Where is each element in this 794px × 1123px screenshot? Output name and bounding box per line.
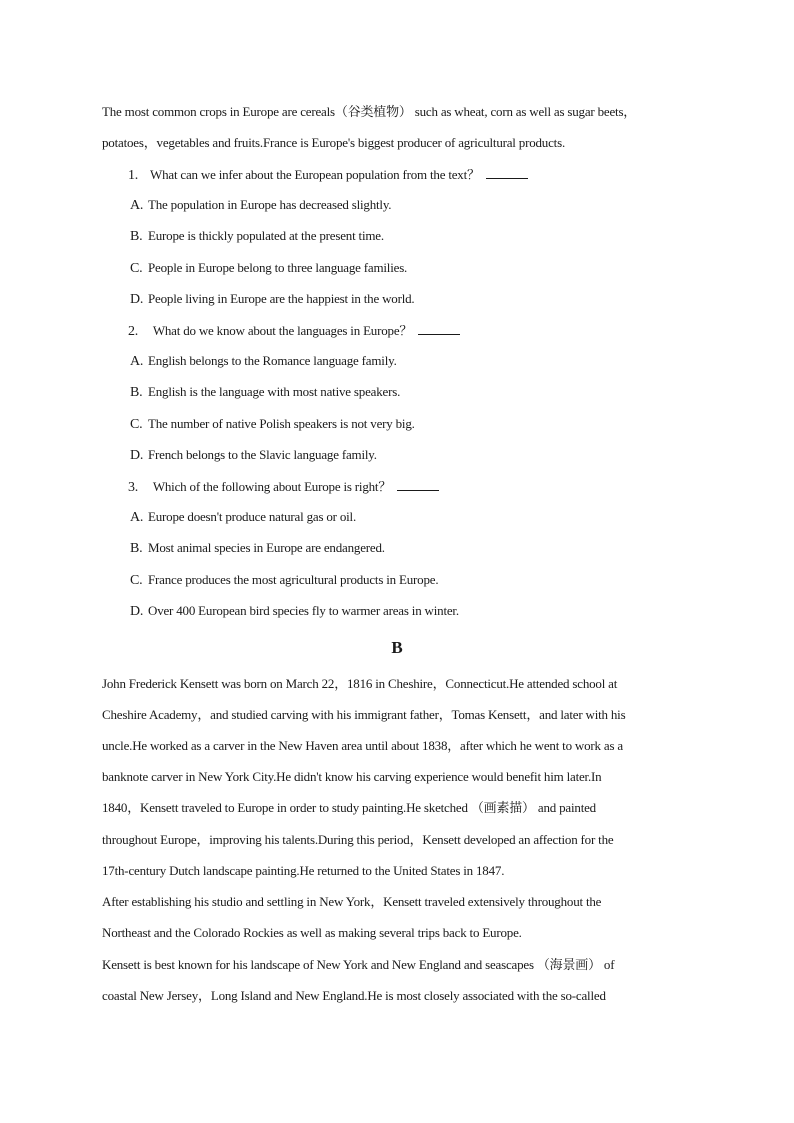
passage-b-line-1: John Frederick Kensett was born on March 22，1816 in Cheshire，Connecticut.He attended school at xyxy=(102,676,618,691)
option-2c xyxy=(130,416,415,433)
option-text: People living in Europe are the happiest in the world. xyxy=(148,291,415,306)
passage-b-line-11: coastal New Jersey，Long Island and New England.He is most closely associated with the so-called xyxy=(102,988,606,1003)
passage-b-line-7: 17th-century Dutch landscape painting.He returned to the United States in 1847. xyxy=(102,863,505,878)
option-letter: B. xyxy=(130,541,143,556)
option-letter: C. xyxy=(130,417,143,432)
answer-blank xyxy=(397,478,439,491)
option-2b xyxy=(130,384,400,401)
option-3a xyxy=(130,509,356,526)
option-text: The population in Europe has decreased slightly. xyxy=(148,197,392,212)
option-text: Most animal species in Europe are endangered. xyxy=(148,540,385,555)
passage-b-line-10: Kensett is best known for his landscape of New York and New England and seascapes （海景画） of xyxy=(102,957,615,972)
passage-b-line-9: Northeast and the Colorado Rockies as well as making several trips back to Europe. xyxy=(102,925,522,940)
option-text: English belongs to the Romance language family. xyxy=(148,353,397,368)
option-3b xyxy=(130,540,385,557)
option-1c xyxy=(130,260,407,277)
option-2a xyxy=(130,353,397,370)
option-letter: A. xyxy=(130,354,144,369)
question-number: 2. xyxy=(128,324,139,339)
option-text: English is the language with most native speakers. xyxy=(148,384,401,399)
option-text: People in Europe belong to three language families. xyxy=(148,260,408,275)
question-text: Which of the following about Europe is right？ xyxy=(150,479,392,494)
passage-b-line-8: After establishing his studio and settling in New York，Kensett traveled extensively throughout the xyxy=(102,894,602,909)
option-text: The number of native Polish speakers is not very big. xyxy=(148,416,415,431)
option-letter: C. xyxy=(130,573,143,588)
option-letter: D. xyxy=(130,448,144,463)
passage-a-line-1: The most common crops in Europe are cereals（谷类植物） such as wheat, corn as well as sugar beets， xyxy=(102,104,637,119)
option-letter: D. xyxy=(130,292,144,307)
answer-blank xyxy=(418,322,460,335)
passage-a-line-2: potatoes，vegetables and fruits.France is Europe's biggest producer of agricultural products. xyxy=(102,135,565,150)
question-2 xyxy=(128,322,460,340)
option-letter: B. xyxy=(130,229,143,244)
section-b-heading: B xyxy=(391,638,403,657)
option-3c xyxy=(130,572,438,589)
option-letter: C. xyxy=(130,261,143,276)
question-text: What do we know about the languages in Europe？ xyxy=(150,323,413,338)
option-letter: D. xyxy=(130,604,144,619)
passage-b-line-5: 1840，Kensett traveled to Europe in order to study painting.He sketched （画素描） and painted xyxy=(102,800,596,815)
option-letter: A. xyxy=(130,198,144,213)
option-1b xyxy=(130,228,384,245)
question-text: What can we infer about the European population from the text？ xyxy=(150,167,480,182)
passage-b-line-3: uncle.He worked as a carver in the New Haven area until about 1838，after which he went to work as a xyxy=(102,738,623,753)
option-1d xyxy=(130,291,414,308)
option-text: Europe doesn't produce natural gas or oil. xyxy=(148,509,357,524)
answer-blank xyxy=(486,166,528,179)
option-text: Over 400 European bird species fly to warmer areas in winter. xyxy=(148,603,459,618)
passage-b-line-6: throughout Europe，improving his talents.During this period，Kensett developed an affection for the xyxy=(102,832,614,847)
option-text: Europe is thickly populated at the present time. xyxy=(148,228,384,243)
passage-b-line-2: Cheshire Academy，and studied carving with his immigrant father，Tomas Kensett，and later with his xyxy=(102,707,626,722)
passage-b-line-4: banknote carver in New York City.He didn't know his carving experience would benefit him later.In xyxy=(102,769,602,784)
option-text: France produces the most agricultural products in Europe. xyxy=(148,572,439,587)
option-2d xyxy=(130,447,377,464)
option-3d xyxy=(130,603,459,620)
question-number: 1. xyxy=(128,168,139,183)
option-text: French belongs to the Slavic language family. xyxy=(148,447,377,462)
option-letter: B. xyxy=(130,385,143,400)
question-1 xyxy=(128,166,528,184)
question-number: 3. xyxy=(128,480,139,495)
question-3 xyxy=(128,478,439,496)
option-letter: A. xyxy=(130,510,144,525)
option-1a xyxy=(130,197,391,214)
